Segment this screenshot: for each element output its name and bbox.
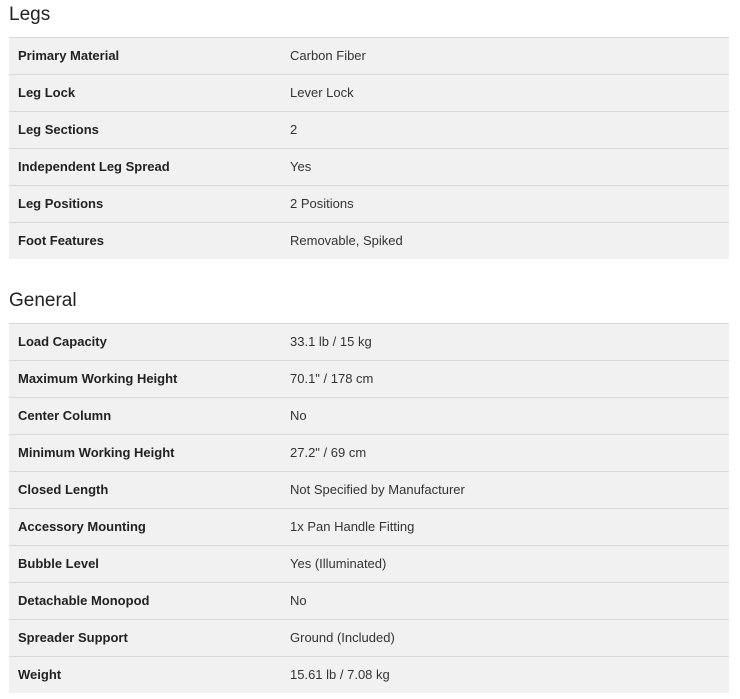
spec-value: No	[290, 583, 729, 620]
spec-label: Bubble Level	[9, 546, 290, 583]
spec-row-center-column	[9, 398, 729, 435]
spec-value: 70.1" / 178 cm	[290, 361, 729, 398]
spec-value: Lever Lock	[290, 75, 729, 112]
spec-value: Ground (Included)	[290, 620, 729, 657]
spec-label: Primary Material	[9, 38, 290, 75]
spec-label: Detachable Monopod	[9, 583, 290, 620]
spec-row-leg-lock	[9, 75, 729, 112]
spec-value: 2 Positions	[290, 186, 729, 223]
spec-value: 15.61 lb / 7.08 kg	[290, 667, 390, 682]
spec-value: Not Specified by Manufacturer	[290, 472, 729, 509]
spec-label: Leg Lock	[9, 75, 290, 112]
spec-value: 33.1 lb / 15 kg	[290, 324, 729, 361]
spec-row-leg-sections	[9, 112, 729, 149]
spec-value: Removable, Spiked	[290, 233, 403, 248]
spec-label: Spreader Support	[9, 620, 290, 657]
spec-label: Center Column	[9, 398, 290, 435]
spec-row-closed-length	[9, 472, 729, 509]
spec-label: Maximum Working Height	[9, 361, 290, 398]
spec-row-independent-leg-spread	[9, 149, 729, 186]
spec-row-load-capacity	[9, 324, 729, 361]
spec-value: Carbon Fiber	[290, 38, 729, 75]
spec-row-accessory-mounting	[9, 509, 729, 546]
spec-label: Independent Leg Spread	[9, 149, 290, 186]
spec-label: Load Capacity	[9, 324, 290, 361]
legs-spec-table	[9, 37, 729, 259]
spec-row-bubble-level	[9, 546, 729, 583]
spec-label: Weight	[18, 667, 62, 682]
spec-row-detachable-monopod	[9, 583, 729, 620]
spec-label: Minimum Working Height	[9, 435, 290, 472]
spec-row-spreader-support	[9, 620, 729, 657]
spec-row-leg-positions	[9, 186, 729, 223]
spec-label: Accessory Mounting	[9, 509, 290, 546]
spec-row-foot-features	[9, 223, 729, 260]
spec-label: Leg Sections	[9, 112, 290, 149]
general-spec-table	[9, 323, 729, 693]
spec-row-weight	[9, 657, 729, 694]
spec-label: Leg Positions	[9, 186, 290, 223]
spec-label: Foot Features	[18, 233, 104, 248]
spec-value: 1x Pan Handle Fitting	[290, 509, 729, 546]
legs-section-title: Legs	[9, 4, 51, 25]
spec-row-maximum-working-height	[9, 361, 729, 398]
spec-value: Yes (Illuminated)	[290, 546, 729, 583]
spec-row-minimum-working-height	[9, 435, 729, 472]
spec-value: 2	[290, 112, 729, 149]
spec-label: Closed Length	[9, 472, 290, 509]
spec-value: Yes	[290, 149, 729, 186]
spec-row-primary-material	[9, 38, 729, 75]
spec-value: No	[290, 398, 729, 435]
general-section-title: General	[9, 290, 77, 311]
spec-value: 27.2" / 69 cm	[290, 435, 729, 472]
